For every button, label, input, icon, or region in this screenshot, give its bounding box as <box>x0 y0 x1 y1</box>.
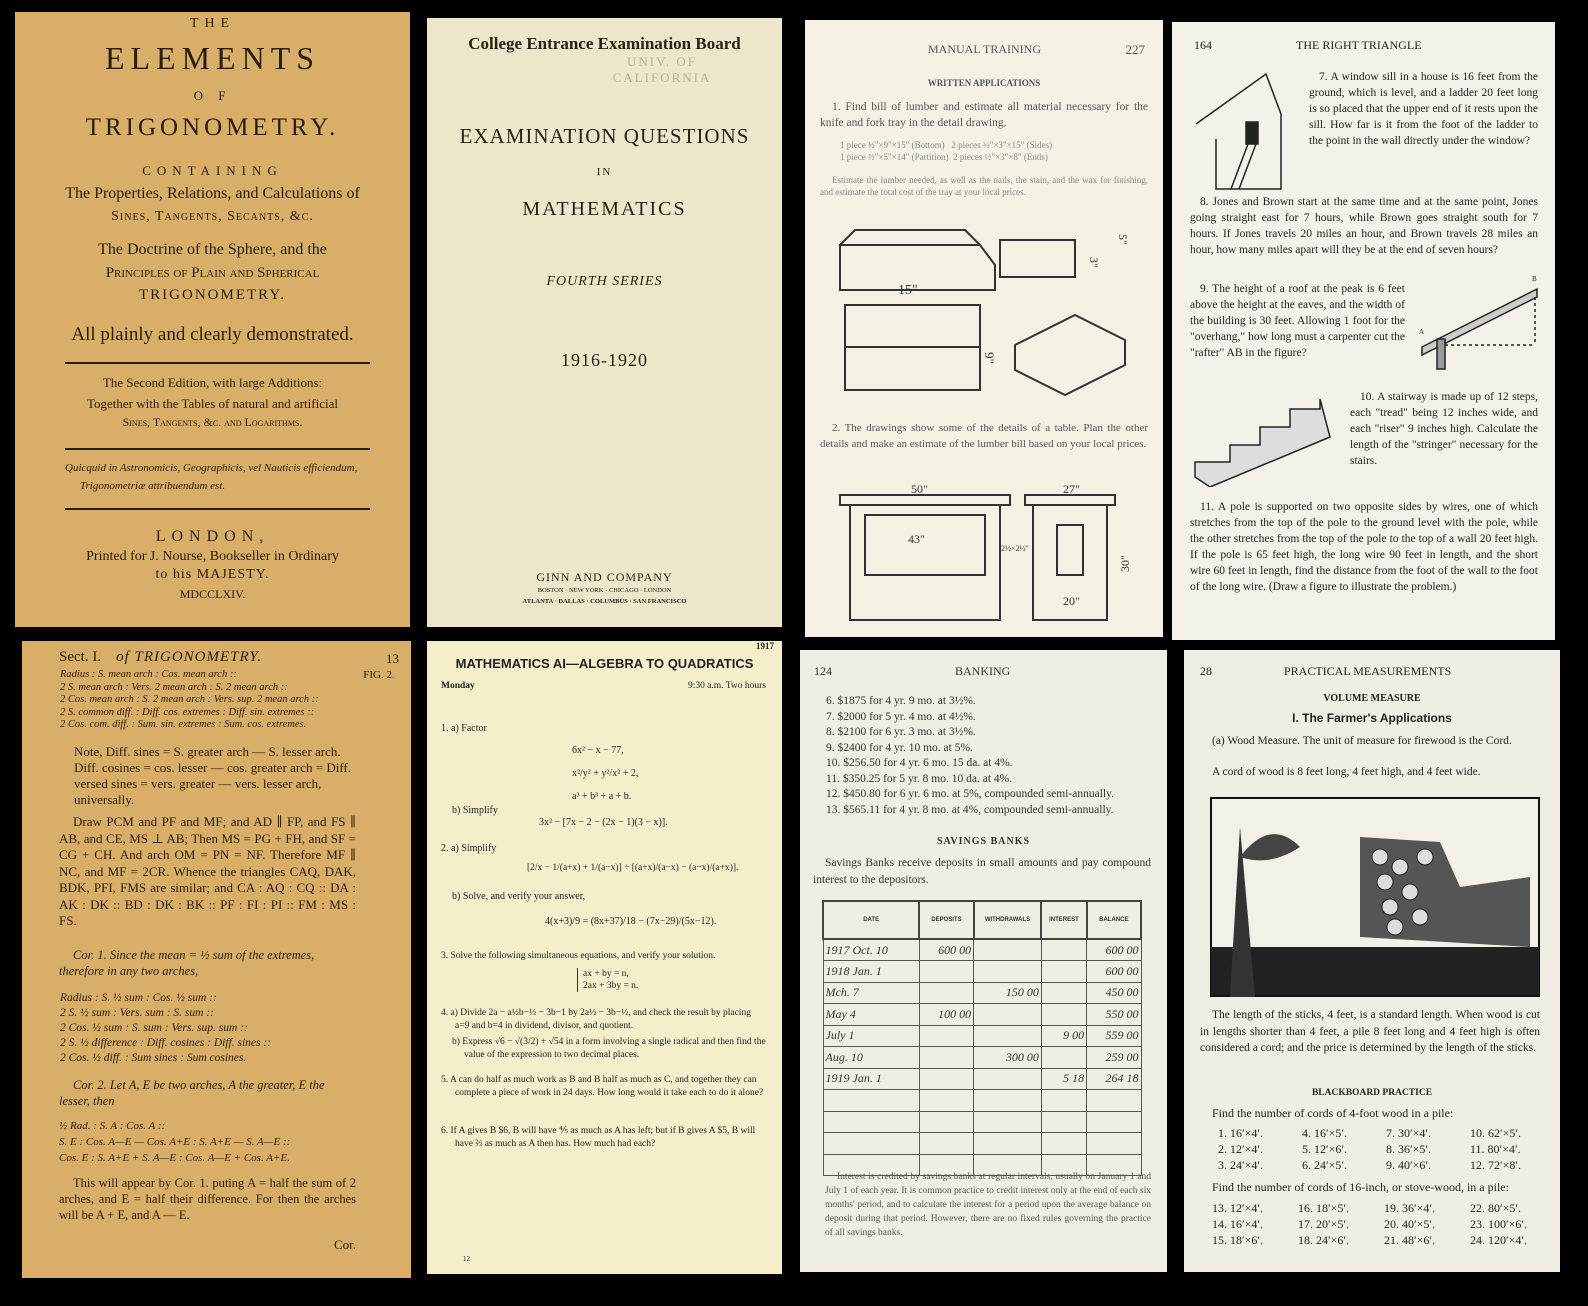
table-cell: 559 00 <box>1087 1025 1141 1047</box>
expression: 3x² − [7x − 2 − (2x − 1)(3 − x)]. <box>539 817 668 828</box>
running-head: PRACTICAL MEASUREMENTS <box>1284 664 1452 678</box>
exercise-item: 23. 100′×6′. <box>1470 1217 1528 1231</box>
page-number: 227 <box>1125 42 1145 57</box>
table-row <box>823 961 1141 983</box>
table-cell <box>1041 939 1086 961</box>
proportion-row: 2 Cos. com. diff. : Sum. sin. extremes : Sum. cos. extremes. <box>60 719 307 730</box>
exercise-item: 7. 30′×4′. <box>1386 1126 1432 1140</box>
stamp-line: UNIV. OF <box>627 54 697 69</box>
divider <box>65 362 370 364</box>
table-cell: Aug. 10 <box>823 1047 919 1069</box>
proportion-row: 2 Cos. ½ sum : S. sum : Vers. sup. sum :: <box>60 1022 248 1034</box>
paragraph: Savings Banks receive deposits in small amounts and pay compound interest to the depositors. <box>813 857 1151 886</box>
table-cell <box>974 1090 1042 1112</box>
table-row-empty <box>823 1090 1141 1112</box>
table-cell <box>919 961 973 983</box>
dimension-label: 43" <box>908 532 925 546</box>
exercise: 12. $450.80 for 6 yr. 6 mo. at 5%, compounded semi-annually. <box>826 788 1114 800</box>
exam-year: 1917 <box>756 641 774 651</box>
exercise: 9. $2400 for 4 yr. 10 mo. at 5%. <box>826 741 973 754</box>
stairway-figure <box>1190 387 1335 487</box>
exercise: 13. $565.11 for 4 yr. 8 mo. at 4%, compounded semi-annually. <box>826 803 1114 816</box>
table-cell <box>1041 1090 1086 1112</box>
page-number: 124 <box>814 664 832 678</box>
running-head: MANUAL TRAINING <box>928 42 1041 56</box>
subtitle-line: The Doctrine of the Sphere, and the <box>98 241 327 258</box>
subsection-heading: I. The Farmer's Applications <box>1292 711 1452 725</box>
question: 3. Solve the following simultaneous equations, and verify your solution. <box>441 951 716 961</box>
proportion-row: Cos. E : S. A+E + S. A—E : Cos. A—E + Cos. A+E. <box>59 1152 290 1164</box>
proportion-row: 2 S. common diff. : Diff. cos. extremes : Diff. sin. extremes :: <box>60 706 315 718</box>
exercise-prompt: Find the number of cords of 16-inch, or stove-wood, in a pile: <box>1212 1180 1509 1194</box>
page-exam-questions-cover <box>427 18 782 627</box>
paragraph: The length of the sticks, 4 feet, is a standard length. When wood is cut in lengths shorter than 4 feet, a pile 8 feet long and 4 feet high is often considered a cord; and the price is determined by the length of the sticks. <box>1200 1009 1540 1054</box>
table-cell <box>1041 982 1086 1004</box>
paragraph: (a) Wood Measure. The unit of measure for firewood is the Cord. <box>1212 735 1512 747</box>
exercise-item: 5. 12′×6′. <box>1302 1142 1348 1156</box>
exercise-item: 21. 48′×6′. <box>1384 1233 1436 1247</box>
proportion-row: 2 Cos. ½ diff. : Sum sines : Sum cosines. <box>60 1052 247 1064</box>
exercise-item: 8. 36′×5′. <box>1386 1142 1432 1156</box>
dimension-label: 15" <box>898 283 918 298</box>
table-cell <box>974 939 1042 961</box>
point-label: B <box>1532 275 1537 283</box>
exercise-item: 4. 16′×5′. <box>1302 1126 1348 1140</box>
page-trigonometry-sect-1 <box>22 641 411 1278</box>
exercise: 7. $2000 for 5 yr. 4 mo. at 4½%. <box>826 710 976 723</box>
table-cell: 5 18 <box>1041 1068 1086 1090</box>
dimension-label: 27" <box>1063 482 1080 496</box>
title-of: O F <box>193 88 232 103</box>
woodpile-illustration <box>1210 797 1540 997</box>
table-cell <box>1087 1090 1141 1112</box>
question: 8. Jones and Brown start at the same time and at the same point, Jones going straight east for 7 hours, while Brown goes straight south for 7 hours. If Jones travels 20 miles an hour, and Brown travels 28 miles an hour, how many miles apart will they be at the end of seven hours? <box>1190 196 1538 256</box>
exercise-item: 24. 120′×4′. <box>1470 1233 1528 1247</box>
instructions: Estimate the lumber needed, as well as the nails, the stain, and the wax for finishing, and estimate the total cost of the tray at your local prices. <box>820 175 1148 197</box>
column-header: INTEREST <box>1041 901 1086 939</box>
figure-ref: FIG. 2. <box>363 669 395 681</box>
table-row <box>823 939 1141 961</box>
table-cell <box>1041 1004 1086 1026</box>
exercise-item: 1. 16′×4′. <box>1218 1126 1264 1140</box>
cover-years: 1916-1920 <box>561 350 648 370</box>
expression: 4(x+3)/9 = (8x+37)/18 − (7x−29)/(5x−12). <box>545 916 717 927</box>
proportion-row: S. E : Cos. A—E — Cos. A+E : S. A+E — S. A—E :: <box>59 1136 291 1148</box>
page-practical-measurements <box>1184 650 1560 1272</box>
passbook-table <box>822 900 1142 1176</box>
table-row-empty <box>823 1133 1141 1155</box>
table-cell <box>1041 1133 1086 1155</box>
exam-time: 9:30 a.m. Two hours <box>687 681 766 691</box>
table-row <box>823 1004 1141 1026</box>
table-cell <box>1087 1133 1141 1155</box>
question: 1. a) Factor <box>441 723 487 734</box>
page-manual-training <box>805 20 1163 637</box>
exercise-item: 13. 12′×4′. <box>1212 1201 1264 1215</box>
note-paragraph: Note, Diff. sines = S. greater arch — S. lesser arch. Diff. cosines = cos. lesser — cos. greater arch = Diff. versed sines = vers. greater — vers. lesser arch, universally. <box>74 744 351 807</box>
table-cell <box>1087 1111 1141 1133</box>
table-row-empty <box>823 1111 1141 1133</box>
dimension-label: 9" <box>981 352 997 364</box>
table-cell: 150 00 <box>974 982 1042 1004</box>
dimension-label: 2½×2½" <box>1001 544 1029 553</box>
exercise-item: 20. 40′×5′. <box>1384 1217 1436 1231</box>
dimension-label: 30" <box>1117 555 1132 572</box>
table-cell <box>919 1047 973 1069</box>
divider <box>65 448 370 450</box>
part: 2 pieces ½"×3"×15" (Sides) <box>951 140 1053 150</box>
part: 2 pieces ½"×3"×8" (Ends) <box>953 152 1048 162</box>
equation: 2ax + 3by = n. <box>583 981 639 991</box>
section-heading: BLACKBOARD PRACTICE <box>1311 1088 1433 1098</box>
proof-paragraph: Draw PCM and PF and MF; and AD ∥ FP, and FS ∥ AB, and CE, MS ⊥ AB; Then MS = PG + FH, and SF = CG + CH. And arch OM = PN = NF. Therefore MF ∥ NC, and MF = 2CR. Whence the triangles CAQ, DAK, BDK, PFI, FMS are similar; and CA : AQ : CQ :: DA : AK : DK :: BD : DK : BK :: PF : FI : PI :: FM : MS : FS. <box>59 814 356 928</box>
section-label: Sect. I. <box>59 649 102 665</box>
page-title-elements-of-trigonometry <box>15 12 410 627</box>
proportion-row: 2 S. ½ sum : Vers. sum : S. sum :: <box>60 1007 214 1019</box>
house-ladder-figure <box>1186 64 1306 194</box>
table-row <box>823 1068 1141 1090</box>
table-cell <box>919 1025 973 1047</box>
proportion-row: Radius : S. ½ sum : Cos. ½ sum :: <box>60 992 217 1004</box>
question: b) Simplify <box>452 805 498 816</box>
table-cell <box>974 961 1042 983</box>
table-cell: 600 00 <box>919 939 973 961</box>
publisher: GINN AND COMPANY <box>536 570 673 584</box>
subtitle-line: All plainly and clearly demonstrated. <box>71 324 354 345</box>
exercise: 8. $2100 for 6 yr. 3 mo. at 3½%. <box>826 726 976 738</box>
dimension-label: 20" <box>1063 594 1080 608</box>
table-cell: July 1 <box>823 1025 919 1047</box>
table-cell: 600 00 <box>1087 939 1141 961</box>
table-cell: 450 00 <box>1087 982 1141 1004</box>
table-row <box>823 1047 1141 1069</box>
exercise: 11. $350.25 for 5 yr. 8 mo. 10 da. at 4%. <box>826 772 1013 785</box>
cover-in: IN <box>596 166 613 178</box>
title-the: THE <box>189 16 236 31</box>
table-cell <box>823 1090 919 1112</box>
table-cell <box>919 1133 973 1155</box>
board-heading: College Entrance Examination Board <box>468 34 741 53</box>
exercise-item: 18. 24′×6′. <box>1298 1233 1350 1247</box>
imprint-line: to his MAJESTY. <box>155 567 270 582</box>
exercise-item: 17. 20′×5′. <box>1298 1217 1350 1231</box>
exercise-prompt: Find the number of cords of 4-foot wood in a pile: <box>1212 1106 1454 1120</box>
subtitle-line: TRIGONOMETRY. <box>139 287 286 303</box>
paragraph: A cord of wood is 8 feet long, 4 feet high, and 4 feet wide. <box>1212 766 1481 778</box>
table-cell: 100 00 <box>919 1004 973 1026</box>
cover-subject: MATHEMATICS <box>522 198 687 220</box>
table-cell <box>919 982 973 1004</box>
title-trigonometry: TRIGONOMETRY. <box>85 114 340 141</box>
table-cell <box>919 1090 973 1112</box>
part: 1 piece ½"×9"×15" (Bottom) <box>840 140 945 150</box>
imprint-city: LONDON, <box>155 528 270 545</box>
table-cell <box>823 1133 919 1155</box>
question: 7. A window sill in a house is 16 feet from the ground, which is level, and a ladder 20 feet long is so placed that the upper end of it rests upon the sill. How far is it from the foot of the ladder to the point in the wall directly under the window? <box>1309 71 1538 147</box>
column-header: BALANCE <box>1087 901 1141 939</box>
subtitle-line: Sines, Tangents, Secants, &c. <box>111 209 314 224</box>
question: 10. A stairway is made up of 12 steps, each "tread" being 12 inches wide, and each "riser" 9 inches high. Calculate the length of the "stringer" necessary for the stairs. <box>1350 391 1538 467</box>
table-drawing <box>835 485 1155 635</box>
table-cell <box>823 1111 919 1133</box>
running-head: BANKING <box>955 664 1011 678</box>
exercise-item: 19. 36′×4′. <box>1384 1201 1436 1215</box>
table-cell <box>919 1068 973 1090</box>
expression: a³ + b³ + a + b. <box>572 791 632 802</box>
containing: CONTAINING <box>142 163 283 178</box>
table-cell: 259 00 <box>1087 1047 1141 1069</box>
question: b) Solve, and verify your answer, <box>452 891 586 902</box>
table-cell <box>974 1133 1042 1155</box>
question: 6. If A gives B $6, B will have ⅘ as much as A has left; but if B gives A $5, B will have ⅔ as much as A then has. How much had each? <box>441 1126 756 1149</box>
proportion-row: ½ Rad. : S. A : Cos. A :: <box>59 1120 166 1132</box>
exercise-item: 3. 24′×4′. <box>1218 1158 1264 1172</box>
expression: 6x² − x − 77, <box>572 745 624 756</box>
question: 9. The height of a roof at the peak is 6 feet above the height at the eaves, and the width of the building is 30 feet. Allowing 1 foot for the "overhang," how long must a carpenter cut the "rafter" AB in the figure? <box>1190 283 1405 359</box>
question: b) Express √6 − √(3/2) + √54 in a form involving a single radical and then find the value of the expression to two decimal places. <box>452 1037 766 1060</box>
page-number: 28 <box>1200 664 1212 678</box>
table-cell: 1918 Jan. 1 <box>823 961 919 983</box>
catchword: Cor. <box>333 1237 356 1252</box>
table-row <box>823 982 1141 1004</box>
page-number: 13 <box>386 651 399 666</box>
stamp-line: CALIFORNIA <box>612 70 712 85</box>
epigraph: Quicquid in Astronomicis, Geographicis, vel Nauticis efficiendum, <box>65 462 358 474</box>
table-row <box>823 1025 1141 1047</box>
imprint-line: Printed for J. Nourse, Bookseller in Ordinary <box>86 549 339 564</box>
table-cell: 9 00 <box>1041 1025 1086 1047</box>
dimension-label: 5" <box>1115 234 1130 245</box>
paragraph: Interest is credited by savings banks at regular intervals, usually on January 1 and July 1 of each year. It is common practice to credit interest only at the end of each six months' period, and to calculate the interest for a period upon the average balance on deposit during that period. However, there are no fixed rules governing the practice of all savings banks. <box>825 1172 1151 1238</box>
corollary: Cor. 2. Let A, E be two arches, A the greater, E the lesser, then <box>59 1078 325 1108</box>
page-algebra-exam <box>427 641 782 1274</box>
table-cell <box>974 1068 1042 1090</box>
table-cell <box>974 1111 1042 1133</box>
exercise-item: 16. 18′×5′. <box>1298 1201 1350 1215</box>
corollary: Cor. 1. Since the mean = ½ sum of the extremes, therefore in any two arches, <box>59 948 315 978</box>
question: 1. Find bill of lumber and estimate all material necessary for the knife and fork tray in the detail drawing. <box>820 101 1148 129</box>
exercise-item: 12. 72′×8′. <box>1470 1158 1522 1172</box>
exercise-item: 9. 40′×6′. <box>1386 1158 1432 1172</box>
proportion-row: 2 S. mean arch : Vers. 2 mean arch : S. 2 mean arch :: <box>60 681 288 693</box>
table-cell <box>974 1004 1042 1026</box>
closing-paragraph: This will appear by Cor. 1. puting A = half the sum of 2 arches, and E = half their difference. For then the arches will be A + E, and A — E. <box>59 1176 356 1222</box>
table-cell: 600 00 <box>1087 961 1141 983</box>
exercise: 10. $256.50 for 4 yr. 6 mo. 15 da. at 4%. <box>826 757 1013 769</box>
divider <box>65 508 370 510</box>
epigraph: Trigonometriæ attribuendum est. <box>80 480 226 492</box>
table-cell <box>1041 1111 1086 1133</box>
question: 11. A pole is supported on two opposite sides by wires, one of which stretches from the top of the pole to the ground level with the pole, while the other stretches from the top of the pole to the top of a wall 20 feet high. If the pole is 65 feet high, the long wire 90 feet in length, and the short wire 60 feet in length, find the distance from the foot of the wall to the foot of the long wire. (Draw a figure to illustrate the problem.) <box>1190 501 1538 593</box>
table-cell: 550 00 <box>1087 1004 1141 1026</box>
question: 2. The drawings show some of the details of a table. Plan the other details and make an estimate of the lumber bill based on your local prices. <box>820 422 1148 450</box>
expression: x²/y² + y²/x² + 2, <box>572 768 639 779</box>
table-cell <box>1041 961 1086 983</box>
exercise-grid <box>1212 1201 1556 1248</box>
table-cell: 1917 Oct. 10 <box>823 939 919 961</box>
publisher-cities: ATLANTA · DALLAS · COLUMBUS · SAN FRANCISCO <box>522 598 687 605</box>
table-cell <box>974 1025 1042 1047</box>
cover-series: FOURTH SERIES <box>546 274 663 289</box>
part: 1 piece ½"×5"×14" (Partition) <box>840 152 949 162</box>
table-cell <box>919 1111 973 1133</box>
tray-drawing <box>835 215 1155 425</box>
proportion-row: 2 Cos. mean arch : S. 2 mean arch : Vers. sup. 2 mean arch :: <box>60 694 319 705</box>
cover-title: EXAMINATION QUESTIONS <box>459 124 750 148</box>
column-header: WITHDRAWALS <box>974 901 1042 939</box>
column-header: DEPOSITS <box>919 901 973 939</box>
question: 5. A can do half as much work as B and B half as much as C, and together they can complete a piece of work in 24 days. How long would it take each to do it alone? <box>441 1075 764 1098</box>
table-cell: 300 00 <box>974 1047 1042 1069</box>
equation: ax + by = n, <box>583 969 629 979</box>
publisher-cities: BOSTON · NEW YORK · CHICAGO · LONDON <box>537 587 672 594</box>
library-stamp <box>577 54 747 86</box>
running-head: THE RIGHT TRIANGLE <box>1296 38 1422 52</box>
subtitle-line: The Properties, Relations, and Calculations of <box>65 185 360 202</box>
table-cell: 1919 Jan. 1 <box>823 1068 919 1090</box>
exercise-item: 15. 18′×6′. <box>1212 1233 1264 1247</box>
dimension-label: 3" <box>1086 257 1101 268</box>
edition-line: Sines, Tangents, &c. and Logarithms. <box>122 415 303 429</box>
proportion-row: 2 S. ½ difference : Diff. cosines : Diff. sines :: <box>60 1037 272 1049</box>
exam-day: Monday <box>441 681 475 691</box>
exercise-item: 22. 80′×5′. <box>1470 1201 1522 1215</box>
question: 2. a) Simplify <box>441 843 497 854</box>
exercise-grid <box>1218 1126 1554 1173</box>
section-heading: WRITTEN APPLICATIONS <box>927 78 1041 88</box>
table-cell: Mch. 7 <box>823 982 919 1004</box>
point-label: A <box>1419 328 1425 336</box>
section-heading: VOLUME MEASURE <box>1323 693 1421 704</box>
exercise-list <box>826 694 1114 818</box>
rafter-figure <box>1417 277 1547 377</box>
title-elements: ELEMENTS <box>104 40 321 76</box>
proportion-row: Radius : S. mean arch : Cos. mean arch :: <box>60 669 237 680</box>
section-heading: SAVINGS BANKS <box>936 836 1031 847</box>
exercise-item: 11. 80′×4′. <box>1470 1142 1521 1156</box>
exercise-item: 14. 16′×4′. <box>1212 1217 1264 1231</box>
page-number: 12 <box>463 1255 470 1263</box>
table-cell <box>1041 1047 1086 1069</box>
page-right-triangle <box>1172 22 1555 640</box>
parts-list <box>840 139 1052 163</box>
exam-title: MATHEMATICS AI—ALGEBRA TO QUADRATICS <box>455 656 754 671</box>
question: 4. a) Divide 2a − a½b−½ − 3b−1 by 2a½ − 3b−½, and check the result by placing a=9 and b=4 in dividend, divisor, and quotient. <box>441 1008 751 1031</box>
page-banking <box>800 650 1167 1272</box>
exercise-item: 6. 24′×5′. <box>1302 1158 1348 1172</box>
page-number: 164 <box>1194 38 1212 52</box>
exercise-item: 2. 12′×4′. <box>1218 1142 1264 1156</box>
edition-line: Together with the Tables of natural and artificial <box>87 396 338 411</box>
table-cell: May 4 <box>823 1004 919 1026</box>
exercise-item: 10. 62′×5′. <box>1470 1126 1522 1140</box>
expression: [2/x − 1/(a+x) + 1/(a−x)] ÷ [(a+x)/(a−x) − (a−x)/(a+x)]. <box>527 863 739 873</box>
dimension-label: 50" <box>911 482 928 496</box>
edition-line: The Second Edition, with large Additions: <box>102 375 323 390</box>
subtitle-line: Principles of Plain and Spherical <box>105 265 320 281</box>
exercise: 6. $1875 for 4 yr. 9 mo. at 3½%. <box>826 695 976 707</box>
running-head: of TRIGONOMETRY. <box>116 649 263 665</box>
imprint-year: MDCCLXIV. <box>179 587 246 601</box>
column-header: DATE <box>823 901 919 939</box>
table-cell: 264 18 <box>1087 1068 1141 1090</box>
